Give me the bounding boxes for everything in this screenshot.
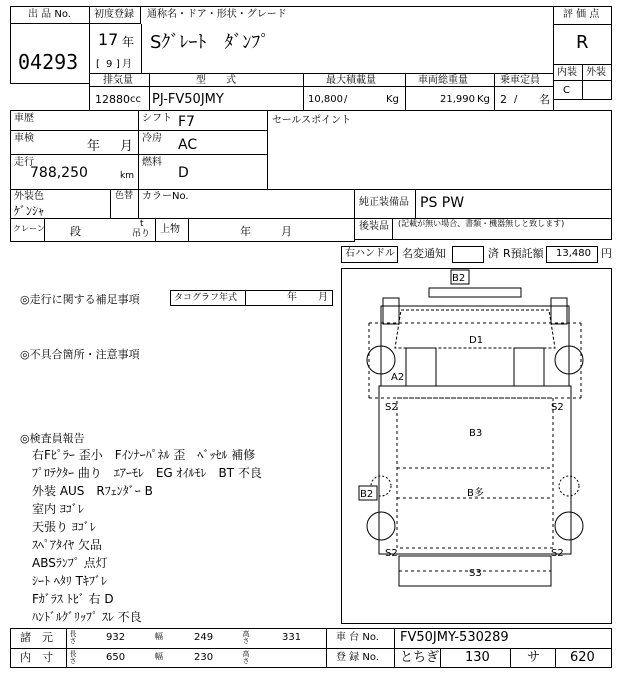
report-line: 右Fﾋﾟﾗｰ 歪小 Fｲﾝﾅｰﾊﾟﾈﾙ 歪 ﾍﾞｯｾﾙ 補修 [32, 448, 256, 462]
capacity-unit: 名 [539, 93, 550, 106]
det-h1 [10, 130, 268, 131]
crane-label: クレーン [13, 224, 45, 233]
exterior-label: 外装 [586, 67, 606, 78]
body-year-unit: 年 [240, 225, 251, 238]
gross-weight: 21,990 [440, 94, 475, 105]
ac-value: AC [178, 137, 198, 153]
spec-height: 331 [282, 632, 302, 643]
bt-v4 [440, 648, 441, 668]
front-bumper [429, 288, 521, 297]
after-v [392, 218, 393, 240]
inspector-report-label: ◎検査員報告 [20, 432, 85, 445]
report-line: ｽﾍﾟｱﾀｲﾔ 欠品 [32, 538, 102, 552]
mileage-value: 788,250 [30, 165, 88, 181]
len-label: 長さ [69, 630, 77, 644]
damage-mark: B多 [467, 488, 484, 499]
report-line: 外装 AUS Rﾌｪﾝﾀﾞｰ B [32, 484, 153, 498]
equipment-label: 純正装備品 [359, 197, 409, 208]
fuel-value: D [178, 165, 189, 181]
bt-v3 [394, 628, 395, 668]
aftermarket-note: (記載が無い場合、書類・機器無しと致します) [398, 219, 565, 228]
crane-lift-label: 吊り [132, 229, 151, 239]
first-reg-year: 17 [98, 30, 119, 49]
reg-divider [141, 24, 142, 74]
tacho-month-unit: 月 [318, 292, 328, 303]
report-line: 天張り ﾖｺﾞﾚ [32, 520, 96, 534]
damage-mark: S3 [469, 568, 482, 579]
load-slash: / [344, 94, 348, 105]
crane-v3 [188, 218, 189, 242]
det-v1 [138, 110, 139, 190]
tacho-year-unit: 年 [287, 292, 297, 303]
wid-label: 幅 [155, 632, 163, 641]
car-name: Sｸﾞﾚｰﾄ ﾀﾞﾝﾌﾟ [150, 32, 270, 53]
bt-v6 [555, 648, 556, 668]
year-unit: 年 [122, 35, 135, 49]
damage-mark: S2 [551, 548, 564, 559]
damage-mark: B2 [452, 273, 466, 284]
damage-mark: A2 [391, 372, 405, 383]
refund-label: R預託額 [503, 247, 544, 260]
weight-unit: Kg [477, 94, 490, 105]
load-unit: Kg [386, 94, 399, 105]
spec-v4 [494, 73, 495, 111]
mirror-left [383, 298, 399, 324]
mileage-label: 走行 [14, 157, 34, 168]
lot-label: 出 品 No. [28, 9, 71, 20]
door-left [406, 348, 436, 386]
aftermarket-label: 後装品 [359, 221, 389, 232]
damage-mark: S2 [385, 548, 398, 559]
report-line: ﾊﾝﾄﾞﾙｸﾞﾘｯﾌﾟ ｽﾚ 不良 [32, 610, 142, 624]
reg-kana: サ [527, 650, 541, 665]
tacho-label: タコグラフ年式 [174, 293, 238, 303]
reg-region: とちぎ [400, 650, 440, 665]
damage-mark: S2 [385, 402, 398, 413]
displacement: 12880 [95, 93, 130, 106]
hgt-label: 高さ [242, 650, 250, 664]
cab-outline [381, 306, 569, 386]
month-unit: 月 [122, 59, 132, 70]
model-code: PJ-FV50JMY [152, 92, 224, 107]
rating-label: 評 価 点 [563, 9, 600, 20]
lot-number: 04293 [18, 50, 79, 74]
reg-class: 130 [465, 650, 490, 665]
reg-number-label: 登 録 No. [336, 652, 379, 663]
spec-v2 [303, 73, 304, 111]
color-code-label: カラーNo. [142, 191, 189, 202]
ac-label: 冷房 [142, 133, 162, 144]
spec-v3 [405, 73, 406, 111]
name-label: 通称名・ドア・形状・グレード [147, 9, 287, 20]
inner-size-label: 内 寸 [20, 651, 53, 664]
crane-v2 [155, 218, 156, 242]
wheel-rear-left [367, 512, 395, 540]
bt-h [10, 648, 612, 649]
report-line: Fｶﾞﾗｽ ﾄﾋﾞ 右 D [32, 592, 114, 606]
insp-year-unit: 年 [87, 139, 101, 154]
damage-mark: B3 [469, 428, 483, 439]
capacity: 2 [500, 93, 507, 106]
inner-width: 230 [194, 652, 214, 663]
door-right [514, 348, 544, 386]
inspection-label: 車検 [14, 133, 34, 144]
truck-diagram [341, 268, 612, 624]
spec-hline [89, 86, 554, 87]
spec-length: 932 [106, 632, 126, 643]
refund-unit: 円 [601, 247, 612, 260]
color-v1 [110, 189, 111, 219]
disp-label: 排気量 [103, 75, 133, 86]
load-label: 最大積載量 [326, 75, 376, 86]
refund-amount: 13,480 [556, 248, 591, 259]
max-load: 10,800 [308, 94, 343, 105]
damage-mark: B2 [360, 489, 374, 500]
color-change-label: 色替 [115, 191, 134, 201]
insp-month-unit: 月 [120, 139, 134, 154]
driving-notes-label: ◎走行に関する補足事項 [20, 293, 140, 306]
color-v2 [138, 189, 139, 219]
color-value: ｹﾞﾝｼｬ [14, 204, 45, 218]
shift-value: F7 [178, 114, 195, 130]
interior-label: 内装 [557, 67, 577, 78]
color-label: 外装色 [14, 191, 44, 202]
model-label: 型 式 [196, 75, 236, 86]
spec-width: 249 [194, 632, 214, 643]
rating-value: R [576, 32, 589, 53]
reg-label: 初度登録 [94, 9, 134, 20]
first-reg-month: 9 [106, 59, 113, 70]
history-label: 車歴 [14, 113, 34, 124]
crane-box [10, 218, 355, 242]
sales-point-label: セールスポイント [272, 115, 352, 126]
disp-unit: cc [130, 94, 141, 105]
det-h2 [10, 154, 268, 155]
name-change-box [452, 246, 484, 263]
report-line: 室内 ﾖｺﾞﾚ [32, 502, 84, 516]
rating-line [553, 24, 612, 25]
fuel-label: 燃料 [142, 157, 162, 168]
bt-v5 [510, 648, 511, 668]
mileage-unit: km [120, 171, 134, 181]
mirror-right [551, 298, 567, 324]
bt-v2 [326, 628, 327, 668]
spec-v1 [149, 73, 150, 111]
report-line: ﾌﾟﾛﾃｸﾀｰ 曲り ｴｱｰﾓﾚ EG ｵｲﾙﾓﾚ BT 不良 [32, 466, 262, 480]
cap-slash: / [514, 94, 518, 105]
name-change-label: 名変通知 [402, 247, 446, 260]
reg-plate-number: 620 [570, 650, 595, 665]
dump-body [379, 386, 571, 554]
month-bracket: [ [96, 59, 100, 70]
capacity-label: 乗車定員 [500, 75, 540, 86]
bt-v1 [66, 628, 67, 668]
body-month-unit: 月 [281, 225, 292, 238]
report-line: ABSﾗﾝﾌﾟ 点灯 [32, 556, 108, 570]
dump-bed [397, 398, 553, 548]
spec-size-label: 諸 元 [20, 631, 53, 644]
tacho-v [245, 290, 246, 306]
damage-mark: S2 [551, 402, 564, 413]
chassis-label: 車 台 No. [336, 632, 379, 643]
wheel-rear-right [555, 512, 583, 540]
shift-label: シフト [142, 113, 172, 124]
equipment-value: PS PW [420, 195, 465, 211]
crane-ton-unit: t [140, 219, 144, 229]
rhd-label: 右ハンドル [345, 248, 395, 259]
report-line: ｼｰﾄ ﾍﾀﾘ Tｷﾌﾞﾚ [32, 574, 107, 588]
wid-label: 幅 [155, 652, 163, 661]
refund-prefix: 済 [488, 247, 499, 260]
hgt-label: 高さ [242, 630, 250, 644]
rating-vline [582, 64, 583, 100]
equip-v [415, 189, 416, 219]
weight-label: 車両総重量 [418, 75, 468, 86]
len-label: 長さ [69, 650, 77, 664]
month-bracket-close: ] [116, 59, 120, 70]
damage-mark: D1 [469, 335, 484, 346]
inner-length: 650 [106, 652, 126, 663]
chassis-number: FV50JMY-530289 [400, 630, 509, 645]
body-label: 上物 [160, 224, 180, 235]
crane-stage-unit: 段 [70, 225, 81, 238]
defect-notes-label: ◎不具合箇所・注意事項 [20, 348, 140, 361]
det-v2 [267, 110, 268, 190]
interior-grade: C [563, 85, 570, 96]
